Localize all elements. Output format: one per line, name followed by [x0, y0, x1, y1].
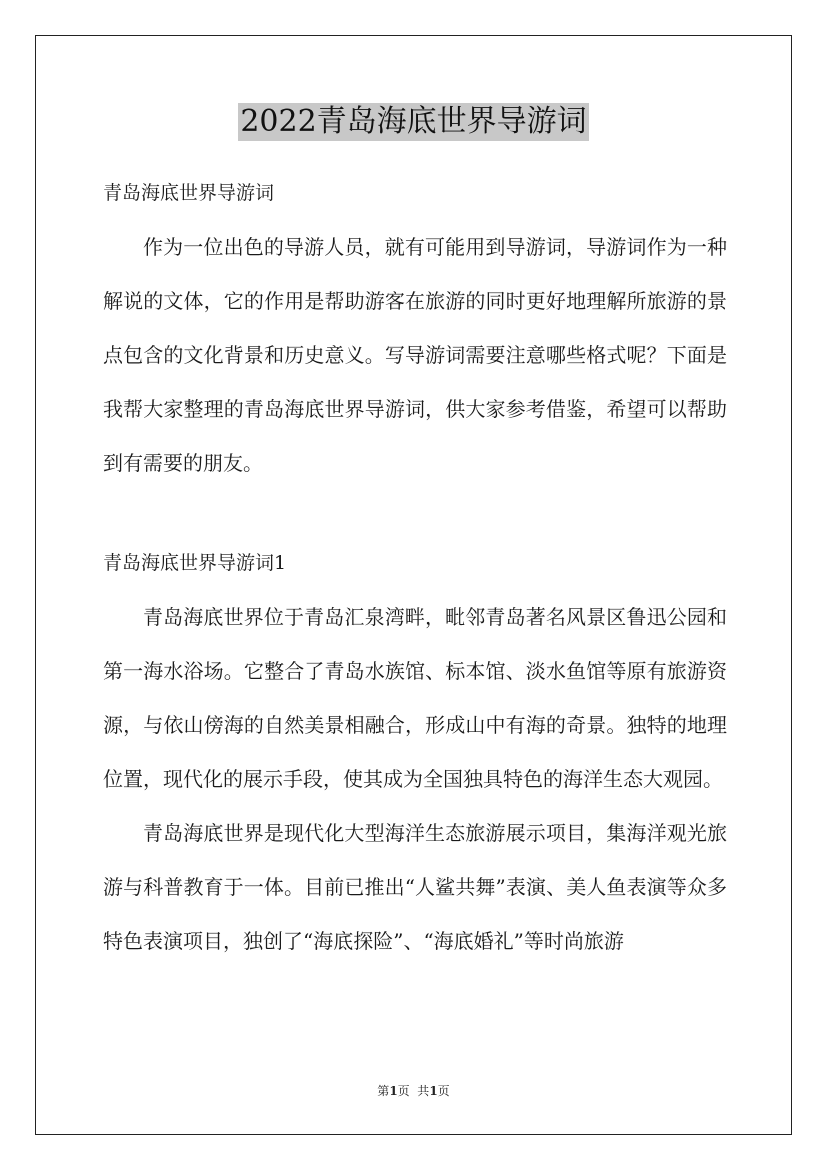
section-heading: 青岛海底世界导游词1	[103, 552, 287, 574]
section-heading: 青岛海底世界导游词	[103, 182, 275, 204]
page-total: 1	[429, 1084, 438, 1098]
document-body	[103, 166, 727, 968]
title-container	[0, 103, 827, 141]
page-suffix: 页	[437, 1084, 450, 1098]
section-gap	[103, 490, 727, 536]
page-mid: 页 共	[397, 1084, 430, 1098]
body-paragraph: 青岛海底世界位于青岛汇泉湾畔，毗邻青岛著名风景区鲁迅公园和第一海水浴场。它整合了青岛水族馆、标本馆、淡水鱼馆等原有旅游资源，与依山傍海的自然美景相融合，形成山中有海的奇景。独特的地理位置，现代化的展示手段，使其成为全国独具特色的海洋生态大观园。	[103, 605, 727, 791]
page-current: 1	[389, 1084, 398, 1098]
document-title: 2022青岛海底世界导游词	[240, 104, 587, 139]
body-paragraph: 作为一位出色的导游人员，就有可能用到导游词，导游词作为一种解说的文体，它的作用是帮助游客在旅游的同时更好地理解所旅游的景点包含的文化背景和历史意义。写导游词需要注意哪些格式呢？下面是我帮大家整理的青岛海底世界导游词，供大家参考借鉴，希望可以帮助到有需要的朋友。	[103, 235, 727, 475]
body-paragraph: 青岛海底世界是现代化大型海洋生态旅游展示项目，集海洋观光旅游与科普教育于一体。目前已推出“人鲨共舞”表演、美人鱼表演等众多特色表演项目，独创了“海底探险”、“海底婚礼”等时尚旅游	[103, 821, 727, 953]
page-prefix: 第	[377, 1084, 390, 1098]
page-footer	[0, 1083, 827, 1099]
